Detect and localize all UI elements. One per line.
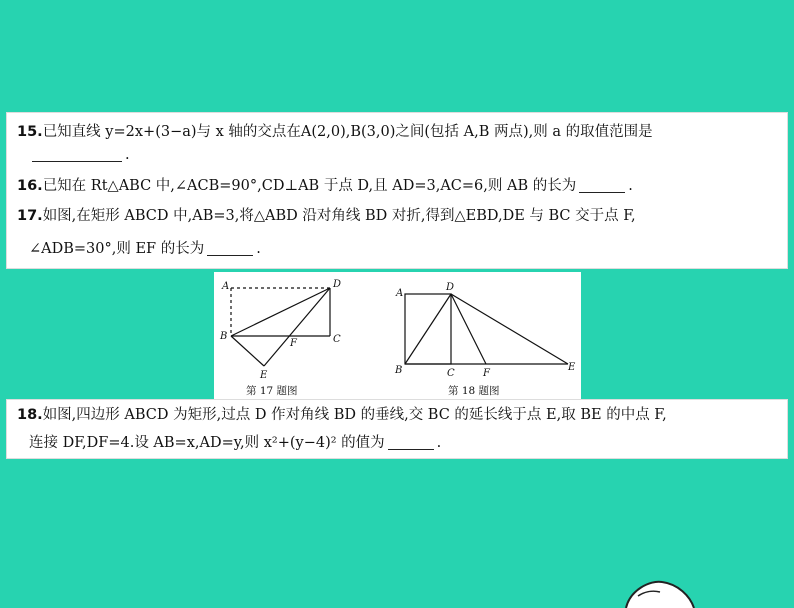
decorative-mascot-edge — [620, 568, 700, 608]
fig17-label-F: F — [290, 338, 297, 349]
fig17-label-A: A — [222, 281, 230, 292]
question-16-text: 已知在 Rt△ABC 中,∠ACB=90°,CD⊥AB 于点 D,且 AD=3,AC=6,则 AB 的长为 — [42, 178, 577, 194]
question-16 — [17, 175, 777, 197]
question-15-text: 已知直线 y=2x+(3−a)与 x 轴的交点在A(2,0),B(3,0)之间(包括 A,B 两点),则 a 的取值范围是 — [42, 124, 653, 140]
question-16-end: . — [628, 178, 633, 194]
figure-17 — [231, 288, 330, 366]
question-17-number: 17. — [17, 208, 43, 224]
question-15-line1 — [17, 121, 777, 143]
question-17-text-2: ∠ADB=30°,则 EF 的长为 — [29, 241, 205, 257]
fig17-edge-ED — [264, 288, 330, 366]
answer-blank-17[interactable] — [207, 239, 253, 256]
question-18-text: 如图,四边形 ABCD 为矩形,过点 D 作对角线 BD 的垂线,交 BC 的延长线于点 E,取 BE 的中点 F, — [42, 407, 667, 423]
figures-svg — [214, 272, 581, 401]
fig18-label-F: F — [483, 368, 490, 379]
figure-18 — [405, 294, 568, 364]
question-18-end: . — [436, 435, 442, 451]
answer-blank-16[interactable] — [579, 176, 625, 193]
fig18-label-A: A — [396, 288, 404, 299]
question-17-line1 — [17, 205, 777, 227]
fig18-caption: 第 18 题图 — [448, 385, 500, 397]
question-18-line2 — [29, 432, 777, 454]
question-17-end: . — [256, 241, 261, 257]
fig18-label-D: D — [446, 282, 455, 293]
question-18-text-2: 连接 DF,DF=4.设 AB=x,AD=y,则 x²+(y−4)² 的值为 — [29, 435, 385, 451]
fig18-label-C: C — [447, 368, 455, 379]
fig17-label-E: E — [260, 370, 268, 381]
figures-panel — [214, 272, 581, 401]
answer-blank-15[interactable] — [32, 145, 122, 162]
fig17-edge-BE — [231, 336, 264, 366]
fig17-caption: 第 17 题图 — [246, 385, 298, 397]
question-17-text: 如图,在矩形 ABCD 中,AB=3,将△ABD 沿对角线 BD 对折,得到△EBD,DE 与 BC 交于点 F, — [42, 208, 636, 224]
fig17-diagonal-BD — [231, 288, 330, 336]
question-17-line2 — [29, 238, 777, 260]
question-15-line2 — [29, 144, 777, 166]
fig18-diagonal-BD — [405, 294, 451, 364]
fig17-label-D: D — [333, 279, 342, 290]
question-card-15-17 — [6, 112, 788, 269]
question-18-line1 — [17, 404, 777, 426]
fig17-label-C: C — [333, 334, 341, 345]
fig18-label-E: E — [568, 362, 576, 373]
question-18-number: 18. — [17, 407, 43, 423]
fig17-label-B: B — [220, 331, 228, 342]
question-15-end: . — [125, 147, 130, 163]
question-16-number: 16. — [17, 178, 43, 194]
question-card-18 — [6, 399, 788, 459]
answer-blank-18[interactable] — [388, 433, 434, 450]
fig18-label-B: B — [395, 365, 403, 376]
question-15-number: 15. — [17, 124, 43, 140]
